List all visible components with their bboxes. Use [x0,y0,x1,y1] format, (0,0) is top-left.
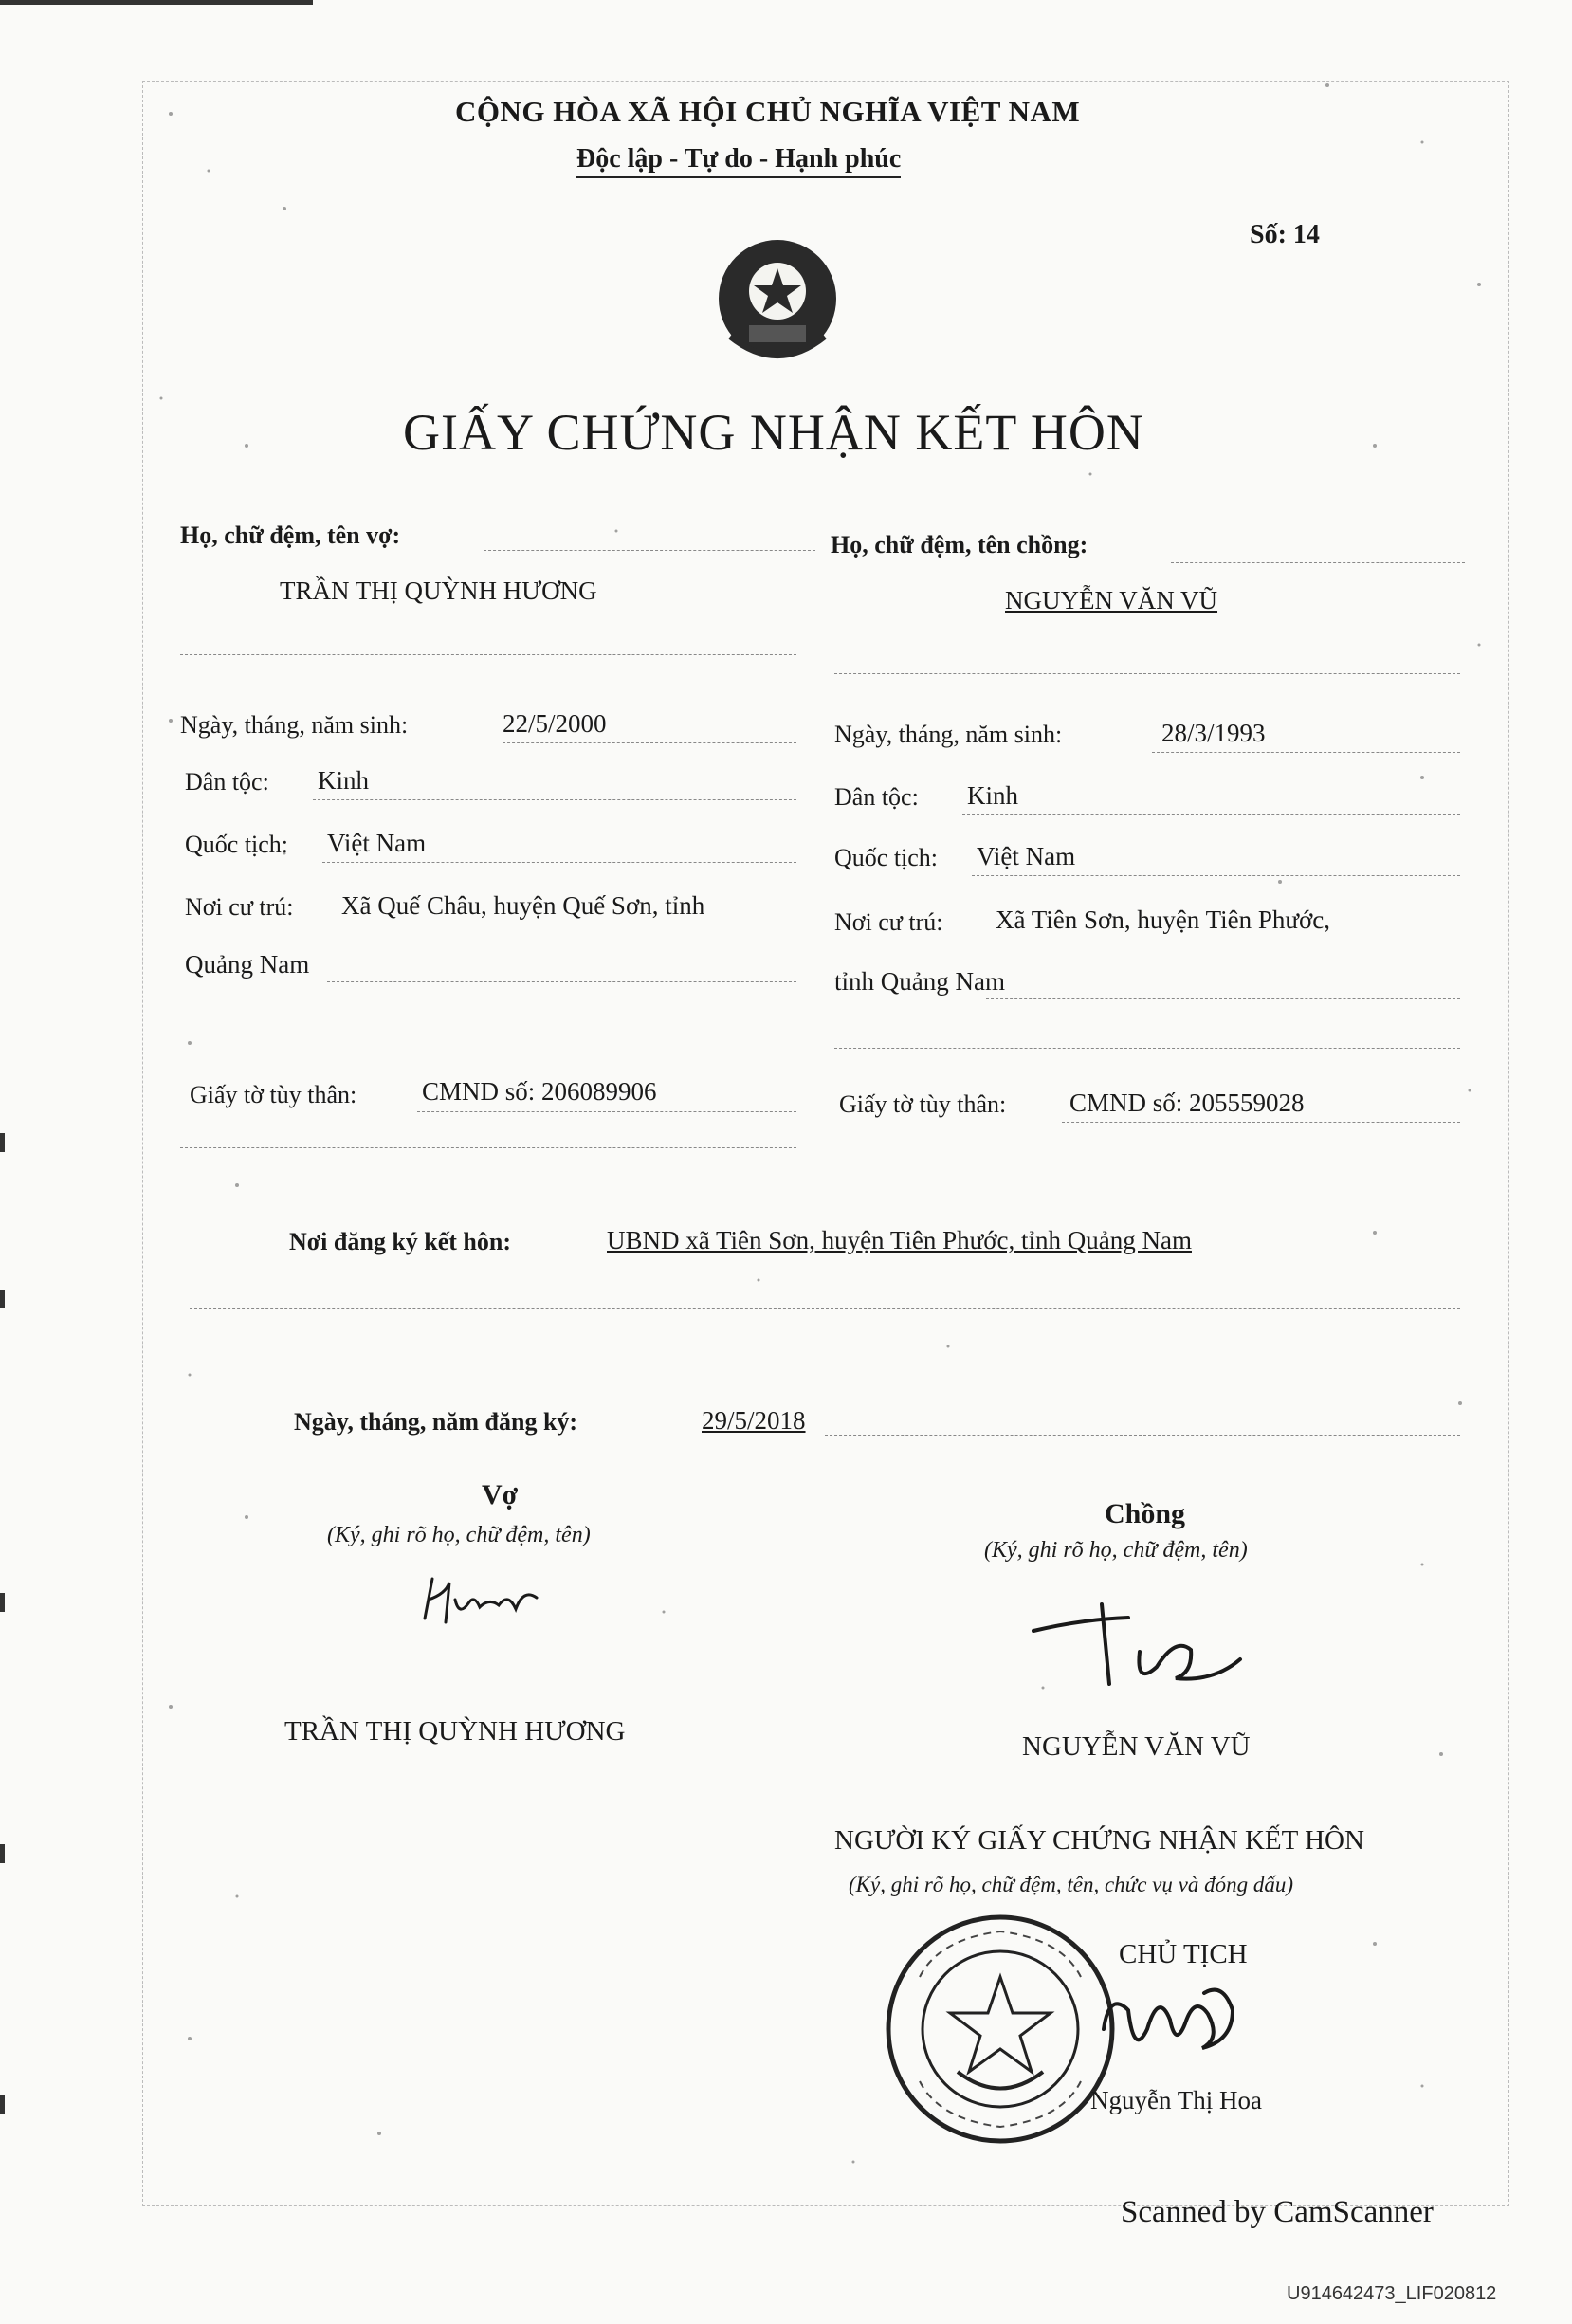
husband-name-label: Họ, chữ đệm, tên chồng: [831,531,1088,558]
husband-dob: 28/3/1993 [1161,719,1266,747]
wife-dob-label: Ngày, tháng, năm sinh: [180,711,409,739]
husband-printed-name: NGUYỄN VĂN VŨ [1022,1731,1251,1762]
registration-date-label: Ngày, tháng, năm đăng ký: [294,1408,578,1436]
wife-residence-line1: Xã Quế Châu, huyện Quế Sơn, tỉnh [341,891,705,920]
official-name: Nguyễn Thị Hoa [1090,2086,1262,2114]
wife-dob: 22/5/2000 [503,709,607,738]
registration-date: 29/5/2018 [702,1406,806,1435]
wife-nationality: Việt Nam [327,829,427,857]
document-id: U914642473_LIF020812 [1287,2283,1497,2304]
husband-nationality: Việt Nam [977,842,1076,870]
country-header: CỘNG HÒA XÃ HỘI CHỦ NGHĨA VIỆT NAM [455,95,1081,128]
husband-residence-line1: Xã Tiên Sơn, huyện Tiên Phước, [996,906,1331,934]
document-title: GIẤY CHỨNG NHẬN KẾT HÔN [403,404,1144,461]
husband-sign-title: Chồng [1105,1498,1186,1529]
wife-id-label: Giấy tờ tùy thân: [190,1081,357,1108]
wife-name-label: Họ, chữ đệm, tên vợ: [180,522,401,549]
scanner-watermark: Scanned by CamScanner [1121,2195,1434,2229]
registration-place-label: Nơi đăng ký kết hôn: [289,1228,512,1255]
certificate-number: Số: 14 [1250,220,1320,249]
husband-signature [1024,1593,1252,1707]
husband-ethnicity: Kinh [967,781,1018,810]
wife-ethnicity-label: Dân tộc: [185,768,269,796]
wife-sign-note: (Ký, ghi rõ họ, chữ đệm, tên) [327,1523,591,1547]
wife-id-value: CMND số: 206089906 [422,1077,657,1106]
official-signature [1090,1972,1242,2077]
scan-edge-mark [0,1593,5,1612]
husband-nationality-label: Quốc tịch: [834,844,939,871]
wife-ethnicity: Kinh [318,766,369,795]
wife-nationality-label: Quốc tịch: [185,831,289,858]
husband-ethnicity-label: Dân tộc: [834,783,919,811]
national-emblem [711,232,844,375]
wife-name: TRẦN THỊ QUỲNH HƯƠNG [280,576,597,605]
official-seal [882,1911,1119,2148]
scan-edge-mark [0,1133,5,1152]
official-title: NGƯỜI KÝ GIẤY CHỨNG NHẬN KẾT HÔN [834,1825,1364,1856]
husband-residence-label: Nơi cư trú: [834,908,943,936]
husband-name: NGUYỄN VĂN VŨ [1005,586,1218,614]
husband-id-value: CMND số: 205559028 [1069,1089,1305,1117]
scan-edge-mark [0,1290,5,1308]
wife-signature [417,1569,559,1636]
wife-sign-title: Vợ [482,1479,519,1510]
husband-residence-line2: tỉnh Quảng Nam [834,967,1005,996]
husband-sign-note: (Ký, ghi rõ họ, chữ đệm, tên) [984,1538,1248,1563]
husband-id-label: Giấy tờ tùy thân: [839,1090,1007,1118]
wife-residence-line2: Quảng Nam [185,950,310,979]
wife-printed-name: TRẦN THỊ QUỲNH HƯƠNG [284,1716,626,1747]
wife-residence-label: Nơi cư trú: [185,893,294,921]
husband-dob-label: Ngày, tháng, năm sinh: [834,721,1063,748]
national-motto: Độc lập - Tự do - Hạnh phúc [576,144,901,178]
scan-edge-mark [0,2095,5,2114]
official-note: (Ký, ghi rõ họ, chữ đệm, tên, chức vụ và đóng dấu) [849,1873,1294,1896]
official-position: CHỦ TỊCH [1119,1939,1248,1969]
registration-place: UBND xã Tiên Sơn, huyện Tiên Phước, tỉnh Quảng Nam [607,1226,1192,1254]
scan-edge-mark [0,1844,5,1863]
